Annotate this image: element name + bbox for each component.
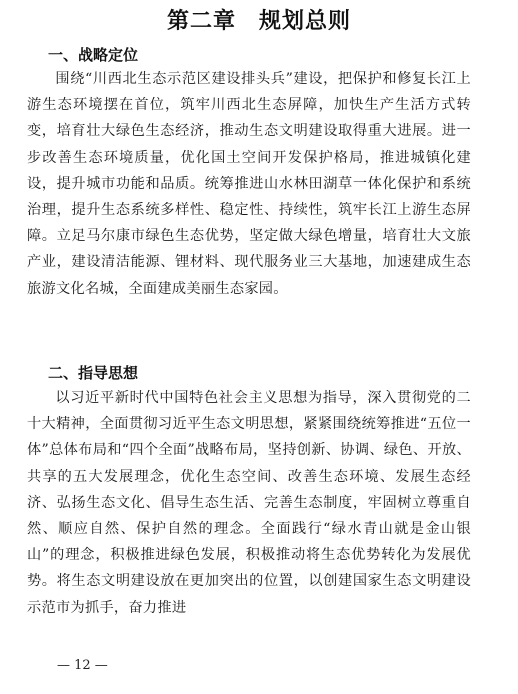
page-number: — 12 — — [57, 658, 108, 673]
section-heading-strategic-positioning: 一、战略定位 — [48, 46, 139, 64]
section-paragraph-guiding-ideology: 以习近平新时代中国特色社会主义思想为指导，深入贯彻党的二十大精神，全面贯彻习近平生态文明思想，紧紧围绕统筹推进“五位一体”总体布局和“四个全面”战略布局，坚持创新、协调、绿色、开放、共享的五大发展理念，优化生态空间、改善生态环境、发展生态经济、弘扬生态文化、倡导生态生活、完善生态制度，牢固树立尊重自然、顺应自然、保护自然的理念。全面践行“绿水青山就是金山银山”的理念，积极推进绿色发展，积极推动将生态优势转化为发展优势。将生态文明建设放在更加突出的位置，以创建国家生态文明建设示范市为抓手，奋力推进 — [27, 390, 471, 616]
section-heading-guiding-ideology: 二、指导思想 — [48, 364, 139, 382]
section-paragraph-strategic-positioning: 围绕“川西北生态示范区建设排头兵”建设，把保护和修复长江上游生态环境摆在首位，筑牢川西北生态屏障，加快生产生活方式转变，培育壮大绿色生态经济，推动生态文明建设取得重大进展。进一步改善生态环境质量，优化国土空间开发保护格局，推进城镇化建设，提升城市功能和品质。统筹推进山水林田湖草一体化保护和系统治理，提升生态系统多样性、稳定性、持续性，筑牢长江上游生态屏障。立足马尔康市绿色生态优势，坚定做大绿色增量，培育壮大文旅产业，建设清洁能源、锂材料、现代服务业三大基地，加速建成生态旅游文化名城，全面建成美丽生态家园。 — [27, 71, 471, 297]
chapter-title: 第二章 规划总则 — [166, 8, 351, 34]
